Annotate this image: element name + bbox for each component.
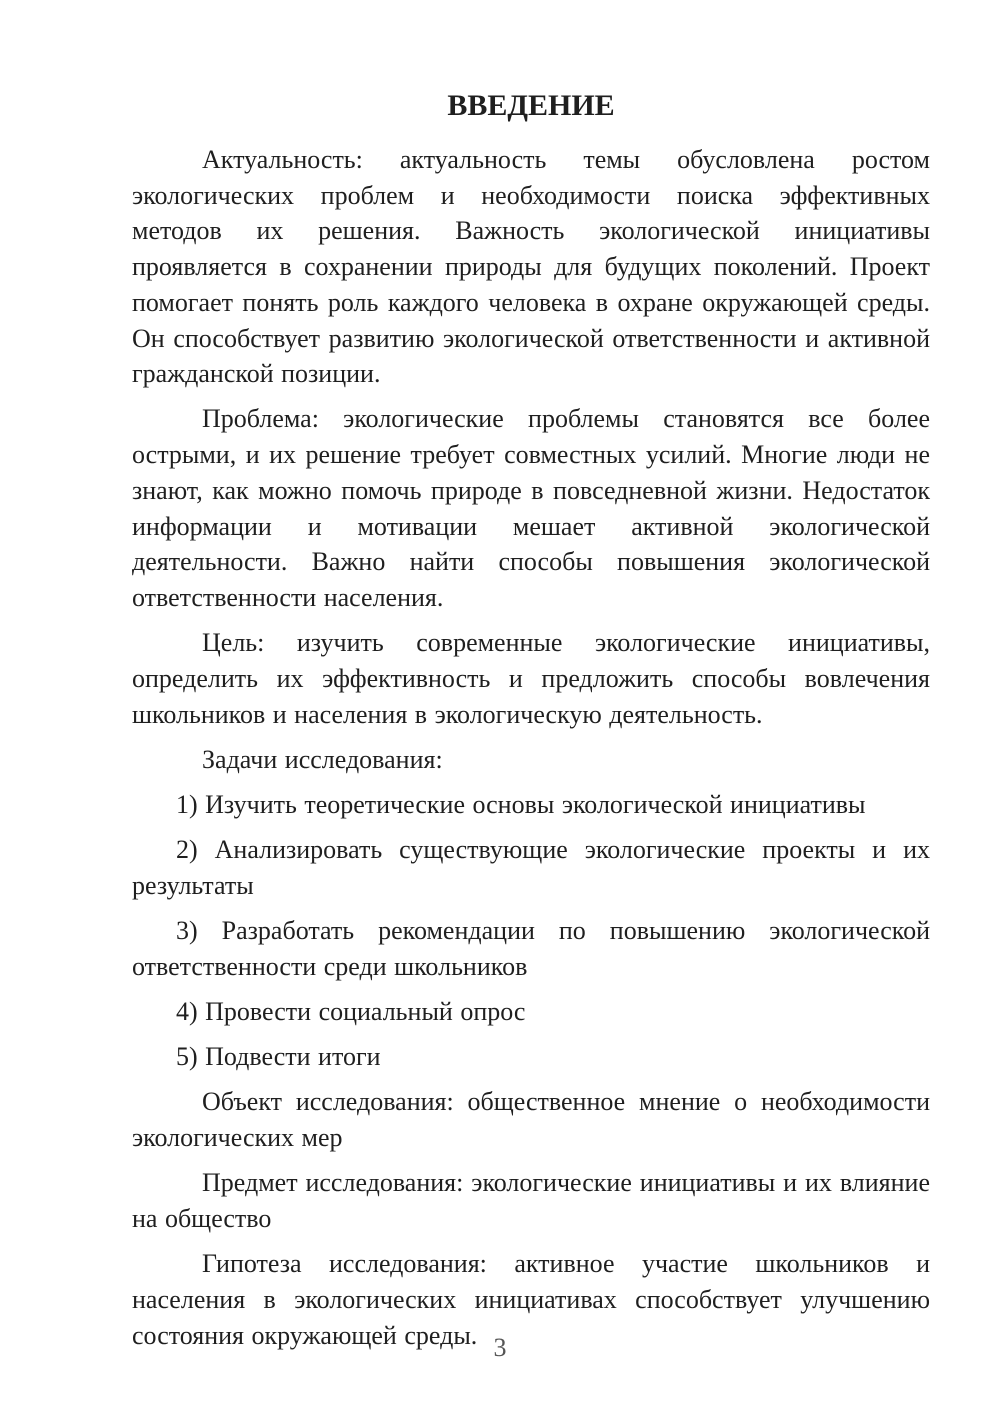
document-title: ВВЕДЕНИЕ bbox=[447, 89, 615, 122]
paragraph-goal: Цель: изучить современные экологические инициативы, определить их эффективность и предложить способы вовлечения школьников и населения в экологическую деятельность. bbox=[132, 628, 930, 729]
paragraph-hypothesis: Гипотеза исследования: активное участие школьников и населения в экологических инициативах способствует улучшению состояния окружающей среды. bbox=[132, 1249, 930, 1350]
task-item-1: 1) Изучить теоретические основы экологической инициативы bbox=[176, 789, 866, 819]
paragraph-object: Объект исследования: общественное мнение о необходимости экологических мер bbox=[132, 1087, 930, 1153]
task-item-4: 4) Провести социальный опрос bbox=[176, 996, 526, 1026]
paragraph-problem: Проблема: экологические проблемы становятся все более острыми, и их решение требует совместных усилий. Многие люди не знают, как можно помочь природе в повседневной жизни. Недостаток информации и мотивации мешает активной экологической деятельности. Важно найти способы повышения экологической ответственности населения. bbox=[132, 404, 930, 612]
task-item-5: 5) Подвести итоги bbox=[176, 1042, 381, 1072]
tasks-heading: Задачи исследования: bbox=[202, 744, 443, 774]
paragraph-subject: Предмет исследования: экологические инициативы и их влияние на общество bbox=[132, 1168, 930, 1233]
page-number: 3 bbox=[493, 1333, 507, 1362]
task-item-3: 3) Разработать рекомендации по повышению экологической ответственности среди школьников bbox=[132, 916, 930, 981]
task-item-2: 2) Анализировать существующие экологические проекты и их результаты bbox=[132, 835, 930, 900]
paragraph-relevance: Актуальность: актуальность темы обусловлена ростом экологических проблем и необходимости поиска эффективных методов их решения. Важность экологической инициативы проявляется в сохранении природы для будущих поколений. Проект помогает понять роль каждого человека в охране окружающей среды. Он способствует развитию экологической ответственности и активной гражданской позиции. bbox=[132, 145, 930, 389]
document-content bbox=[132, 88, 930, 1363]
